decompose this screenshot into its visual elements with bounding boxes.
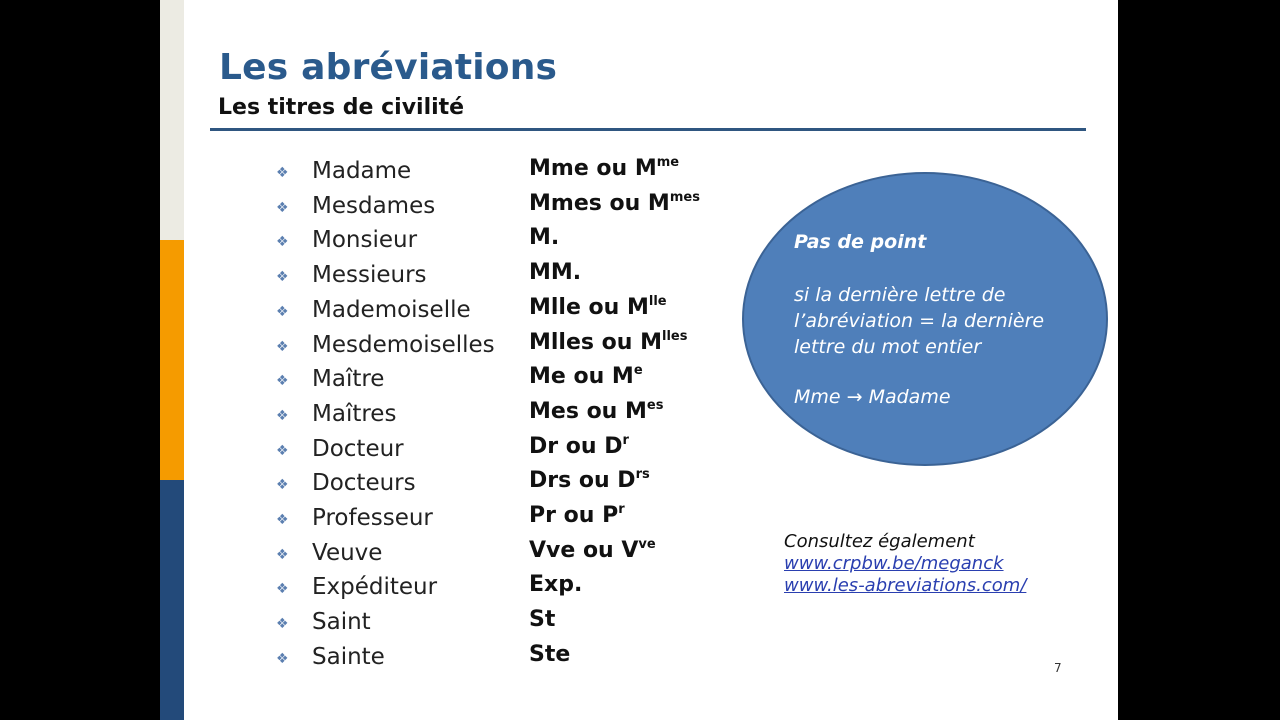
abbreviation-superscript: me — [656, 155, 680, 170]
reference-link[interactable]: www.crpbw.be/meganck — [784, 553, 1004, 574]
abbreviation-text: Mes ou M — [529, 398, 647, 424]
callout-title: Pas de point — [794, 231, 927, 253]
diamond-bullet-icon: ❖ — [276, 373, 289, 390]
references-label: Consultez également — [784, 531, 975, 552]
abbreviation — [529, 156, 679, 181]
list-item — [160, 642, 760, 676]
diamond-bullet-icon: ❖ — [276, 199, 289, 216]
abbreviation-superscript: mes — [669, 189, 700, 205]
list-item — [160, 399, 760, 433]
reference-link[interactable]: www.les-abreviations.com/ — [784, 575, 1027, 596]
abbreviation — [529, 399, 663, 424]
abbreviation-superscript: r — [618, 502, 625, 517]
callout-line: l’abréviation = la dernière — [794, 310, 1045, 332]
abbreviation-superscript: rs — [635, 467, 650, 483]
abbreviation-text: St — [529, 607, 556, 633]
list-item — [160, 572, 760, 606]
abbreviation-superscript: lle — [648, 293, 667, 309]
abbreviation — [529, 468, 650, 493]
diamond-bullet-icon: ❖ — [276, 581, 289, 598]
term-label: Maîtres — [312, 400, 397, 427]
term-label: Maître — [312, 366, 385, 393]
diamond-bullet-icon: ❖ — [276, 165, 289, 181]
list-item — [160, 295, 760, 329]
term-label: Monsieur — [312, 227, 418, 254]
page-number: 7 — [1054, 661, 1062, 675]
slide-title: Les abréviations — [219, 47, 558, 88]
term-label: Expéditeur — [312, 574, 438, 601]
slide-subtitle: Les titres de civilité — [218, 95, 465, 120]
abbreviation — [529, 260, 581, 285]
term-label: Mesdemoiselles — [312, 331, 495, 358]
abbreviation — [529, 295, 667, 320]
diamond-bullet-icon: ❖ — [276, 338, 289, 355]
callout-line: si la dernière lettre de — [794, 284, 1006, 306]
abbreviation-superscript: ve — [638, 536, 656, 552]
diamond-bullet-icon: ❖ — [276, 269, 289, 286]
diamond-bullet-icon: ❖ — [276, 442, 289, 459]
abbreviation-text: Vve ou V — [529, 537, 639, 563]
list-item — [160, 260, 760, 294]
abbreviation-superscript: lles — [661, 328, 688, 344]
abbreviation-text: Mlle ou M — [529, 294, 649, 320]
abbreviation-text: Mme ou M — [529, 156, 657, 181]
abbreviation — [529, 330, 687, 355]
term-label: Sainte — [312, 643, 385, 670]
list-item — [160, 607, 760, 641]
diamond-bullet-icon: ❖ — [276, 546, 289, 563]
abbreviation-superscript: es — [646, 397, 664, 413]
callout-example: Mme → Madame — [794, 386, 951, 408]
list-item — [160, 330, 760, 364]
term-label: Docteurs — [312, 470, 416, 497]
list-item — [160, 191, 760, 225]
abbreviation-superscript: r — [622, 432, 629, 448]
abbreviation — [529, 642, 570, 667]
term-label: Madame — [312, 158, 412, 184]
term-label: Mesdames — [312, 192, 436, 219]
term-label: Messieurs — [312, 262, 427, 289]
abbreviation — [529, 607, 555, 632]
abbreviation-text: M. — [529, 225, 560, 251]
list-item — [160, 468, 760, 502]
list-item — [160, 364, 760, 398]
abbreviation — [529, 364, 643, 389]
list-item — [160, 503, 760, 537]
diamond-bullet-icon: ❖ — [276, 512, 289, 528]
list-item — [160, 538, 760, 572]
abbreviation-text: Exp. — [529, 572, 583, 598]
diamond-bullet-icon: ❖ — [276, 303, 289, 320]
title-divider — [210, 128, 1086, 131]
abbreviation-text: Drs ou D — [529, 468, 636, 494]
abbreviation-text: Me ou M — [529, 364, 634, 390]
abbreviation — [529, 434, 629, 459]
abbreviation — [529, 225, 559, 250]
list-item — [160, 225, 760, 259]
abbreviation — [529, 191, 700, 216]
abbreviation — [529, 538, 656, 563]
abbreviation — [529, 503, 625, 528]
abbreviation-text: Mmes ou M — [529, 190, 670, 216]
diamond-bullet-icon: ❖ — [276, 477, 289, 494]
abbreviation-text: Dr ou D — [529, 433, 623, 459]
abbreviation-superscript: e — [633, 363, 643, 379]
list-item — [160, 156, 760, 190]
list-item — [160, 434, 760, 468]
term-label: Docteur — [312, 435, 404, 462]
abbreviation-text: MM. — [529, 260, 582, 286]
diamond-bullet-icon: ❖ — [276, 650, 289, 667]
abbreviation-text: Pr ou P — [529, 503, 619, 528]
diamond-bullet-icon: ❖ — [276, 234, 289, 251]
term-label: Saint — [312, 609, 371, 636]
diamond-bullet-icon: ❖ — [276, 407, 289, 424]
slide — [160, 0, 1118, 720]
term-label: Veuve — [312, 539, 383, 566]
diamond-bullet-icon: ❖ — [276, 616, 289, 633]
term-label: Mademoiselle — [312, 296, 471, 323]
term-label: Professeur — [312, 505, 433, 531]
abbreviation-text: Ste — [529, 641, 571, 667]
abbreviation-text: Mlles ou M — [529, 329, 662, 355]
abbreviation — [529, 572, 582, 597]
callout-line: lettre du mot entier — [794, 336, 982, 358]
